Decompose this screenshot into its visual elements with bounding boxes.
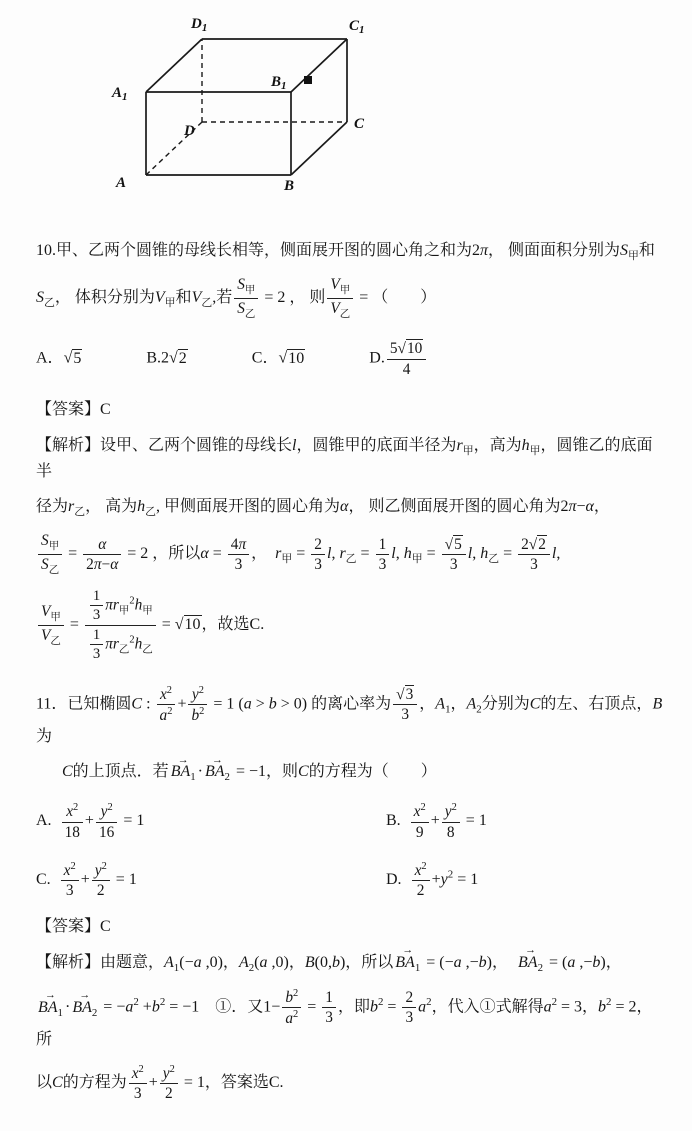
q11-choice-a: A. $\frac{x^2}{18}$ + $\frac{y^2}{16}$ = 1 bbox=[36, 802, 145, 841]
vertex-label-b: B bbox=[284, 178, 295, 194]
vertex-label-c1: $C_1$ bbox=[349, 18, 365, 36]
q11-choices bbox=[36, 802, 666, 899]
q10-analysis-line1: 【解析】设甲、乙两个圆锥的母线长l，圆锥甲的底面半径为$r_甲$，高为$h_甲$，圆锥乙的底面半 bbox=[36, 436, 653, 480]
question-11 bbox=[36, 685, 666, 1102]
edge-b1-c1 bbox=[291, 39, 347, 92]
vertex-label-a1: $A_1$ bbox=[112, 85, 128, 103]
q10-analysis-line4: $V_甲$ $V_乙$ = $\frac{1}{3}$ $\pi r_甲^2h_甲$ $\frac{1}{3}$ $\pi r_乙^2h_乙$ = √10，故选C. bbox=[36, 588, 666, 663]
prism-svg bbox=[58, 12, 398, 204]
q10-analysis-line2: 径为$r_乙$， 高为$h_乙$, 甲侧面展开图的圆心角为α， 则乙侧面展开图的圆心角为2π−α， bbox=[36, 498, 610, 519]
vertex-label-a: A bbox=[116, 175, 127, 191]
q11-analysis-line1: 【解析】由题意，$A_1(-a$ ,0)，$A_2(a$ ,0)，B(0,b)，所以 $BA_1$ → = (−a ,−b)， $BA_2$ → = (a ,−b)， bbox=[36, 951, 666, 977]
q10-choices: A．√5 B.2√2 C．√10 D. $\frac{5√10}{4}$ bbox=[36, 340, 666, 377]
q11-choice-b: B. $\frac{x^2}{9}$ + $\frac{y^2}{8}$ = 1 bbox=[386, 802, 487, 841]
q10-stem-line2: $S_乙$， 体积分别为$V_甲$和$V_乙$,若 $S_甲$ $S_乙$ = 2 ， 则 $V_甲$ $V_乙$ = （ ） bbox=[36, 275, 437, 320]
q11-choice-d: D. $\frac{x^2}{2}$ $+y^2 = 1$ bbox=[386, 860, 479, 900]
vertex-label-d1: $D_1$ bbox=[191, 16, 208, 34]
vertex-label-c: C bbox=[354, 116, 365, 132]
q10-answer: 【答案】C bbox=[36, 400, 111, 418]
vertex-label-b1: $B_1$ bbox=[271, 74, 287, 92]
q11-choice-c: C. $\frac{x^2}{3}$ + $\frac{y^2}{2}$ = 1 bbox=[36, 860, 137, 900]
q10-analysis-line3: $S_甲$ $S_乙$ = $\frac{\alpha}{2\pi-\alpha}$ = 2 ，所以α = $\frac{4\pi}{3}$ ， $r_甲$ = $\frac{2}{3}$ l, $r_乙$ = $\frac{1}{3}$ l, $h_甲$ = $\frac{√5}{3}$ l, $h_乙$ = $\frac{2√2}{3}$ l, bbox=[36, 532, 666, 577]
q10-stem-line1: 10.甲、乙两个圆锥的母线长相等，侧面展开图的圆心角之和为2π， 侧面面积分别为$S_甲$和 bbox=[36, 241, 655, 262]
figure-prism bbox=[58, 12, 666, 213]
q11-answer: 【答案】C bbox=[36, 918, 111, 936]
edge-a1-d1 bbox=[146, 39, 202, 92]
edge-b-c bbox=[291, 122, 347, 175]
vertex-label-d: D bbox=[184, 123, 195, 139]
b1-marker bbox=[304, 76, 312, 84]
question-10 bbox=[36, 239, 666, 663]
q11-analysis-line2: $BA_1$ → · $BA_2$ → = $-a^2 +b^2 = -1$ ①．又1− $\frac{b^2}{a^2}$ = $\frac{1}{3}$ ，即$b^2$ = $\frac{2}{3}$ $a^2$，代入①式解得$a^2 = 3$，$b^2 = 2$，所 bbox=[36, 988, 666, 1052]
q11-stem-line1: 11．已知椭圆C : $\frac{x^2}{a^2}$ + $\frac{y^2}{b^2}$ = 1 (a > b > 0) 的离心率为 $\frac{√3}{3}$ ，$A_1$，$A_2$分别为C的左、右顶点，B为 bbox=[36, 684, 663, 745]
q11-stem-line2: C的上顶点．若 $BA_1$ → · $BA_2$ → = −1，则C的方程为（ ） bbox=[62, 760, 666, 786]
q11-analysis-line3: 以C的方程为 $\frac{x^2}{3}$ + $\frac{y^2}{2}$ = 1，答案选C. bbox=[36, 1063, 284, 1102]
